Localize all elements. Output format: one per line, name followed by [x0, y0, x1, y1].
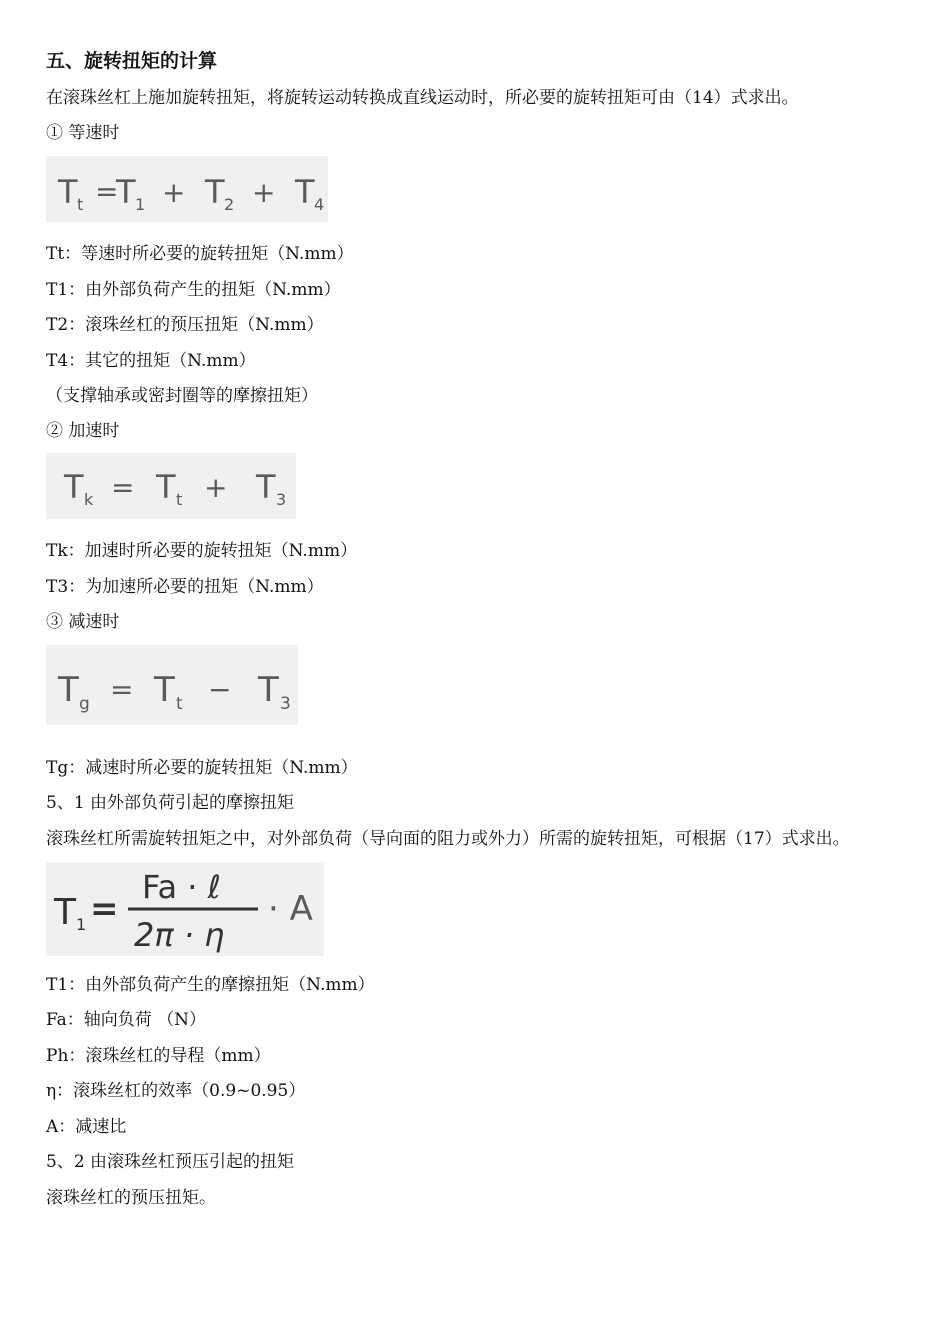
formula-tg-main: T — [58, 670, 79, 710]
def-tg: Tg：减速时所必要的旋转扭矩（N.mm） — [46, 758, 358, 778]
def-t1: T1：由外部负荷产生的扭矩（N.mm） — [46, 280, 341, 300]
formula-t3-main: T — [258, 670, 279, 710]
formula-t1-sub: 1 — [135, 195, 146, 214]
formula-t3-main: T — [256, 468, 276, 506]
formula-t1-main: T — [116, 173, 136, 211]
formula-equals: = — [110, 673, 134, 706]
case2-label: ② 加速时 — [46, 421, 120, 441]
formula-t1-sub: 1 — [76, 915, 87, 934]
formula-tail: · A — [268, 889, 313, 929]
def-fa: Fa：轴向负荷 （N） — [46, 1010, 207, 1030]
def-t4-note: （支撑轴承或密封圈等的摩擦扭矩） — [46, 386, 318, 406]
subsection-5-1-title: 5、1 由外部负荷引起的摩擦扭矩 — [46, 793, 295, 813]
subsection-5-2-text: 滚珠丝杠的预压扭矩。 — [46, 1188, 216, 1208]
def-ph: Ph：滚珠丝杠的导程（mm） — [46, 1046, 271, 1066]
def-t4: T4：其它的扭矩（N.mm） — [46, 351, 256, 371]
formula-plus-1: + — [162, 176, 186, 209]
subsection-5-2-title: 5、2 由滚珠丝杠预压引起的扭矩 — [46, 1152, 295, 1172]
formula-tt-main: T — [156, 468, 176, 506]
formula-tk-main: T — [64, 468, 84, 506]
formula-tk-sub: k — [84, 490, 94, 509]
formula-minus: − — [208, 673, 232, 706]
formula-t2-sub: 2 — [224, 195, 235, 214]
def-tt: Tt：等速时所必要的旋转扭矩（N.mm） — [46, 244, 354, 264]
section-title: 五、旋转扭矩的计算 — [46, 50, 218, 72]
formula-numerator: Fa · ℓ — [142, 868, 221, 906]
formula-tt-sub: t — [176, 694, 183, 714]
formula-tt-sub: t — [77, 195, 84, 214]
formula-equals: = — [90, 889, 119, 929]
def-eta: η：滚珠丝杠的效率（0.9~0.95） — [46, 1081, 306, 1101]
formula-t4-main: T — [295, 173, 315, 211]
formula-constant-speed — [46, 156, 328, 222]
formula-denominator: 2π · η — [134, 916, 225, 954]
def-t2: T2：滚珠丝杠的预压扭矩（N.mm） — [46, 315, 324, 335]
formula-t2-main: T — [205, 173, 225, 211]
case3-label: ③ 减速时 — [46, 612, 120, 632]
def-t3: T3：为加速所必要的扭矩（N.mm） — [46, 577, 324, 597]
formula-t3-sub: 3 — [280, 694, 291, 714]
formula-plus-2: + — [252, 176, 276, 209]
formula-deceleration — [46, 645, 298, 725]
def-tk: Tk：加速时所必要的旋转扭矩（N.mm） — [46, 541, 358, 561]
intro-text: 在滚珠丝杠上施加旋转扭矩，将旋转运动转换成直线运动时，所必要的旋转扭矩可由（14）式求出。 — [46, 88, 799, 108]
formula-external-load-torque — [46, 862, 324, 956]
formula-plus: + — [204, 471, 228, 504]
formula-t3-sub: 3 — [276, 490, 287, 509]
formula-t4-sub: 4 — [314, 195, 325, 214]
subsection-5-1-text: 滚珠丝杠所需旋转扭矩之中，对外部负荷（导向面的阻力或外力）所需的旋转扭矩，可根据（17）式求出。 — [46, 829, 850, 849]
def-a: A：减速比 — [46, 1117, 127, 1137]
formula-tt-main: T — [154, 670, 175, 710]
formula-tg-sub: g — [79, 694, 90, 714]
formula-equals: = — [111, 471, 135, 504]
formula-acceleration — [46, 453, 296, 519]
formula-t1-main: T — [54, 892, 76, 933]
formula-tt-sub: t — [176, 490, 183, 509]
def-t1-friction: T1：由外部负荷产生的摩擦扭矩（N.mm） — [46, 975, 375, 995]
formula-tt-main: T — [58, 173, 78, 211]
case1-label: ① 等速时 — [46, 123, 120, 143]
formula-equals: = — [95, 175, 119, 208]
